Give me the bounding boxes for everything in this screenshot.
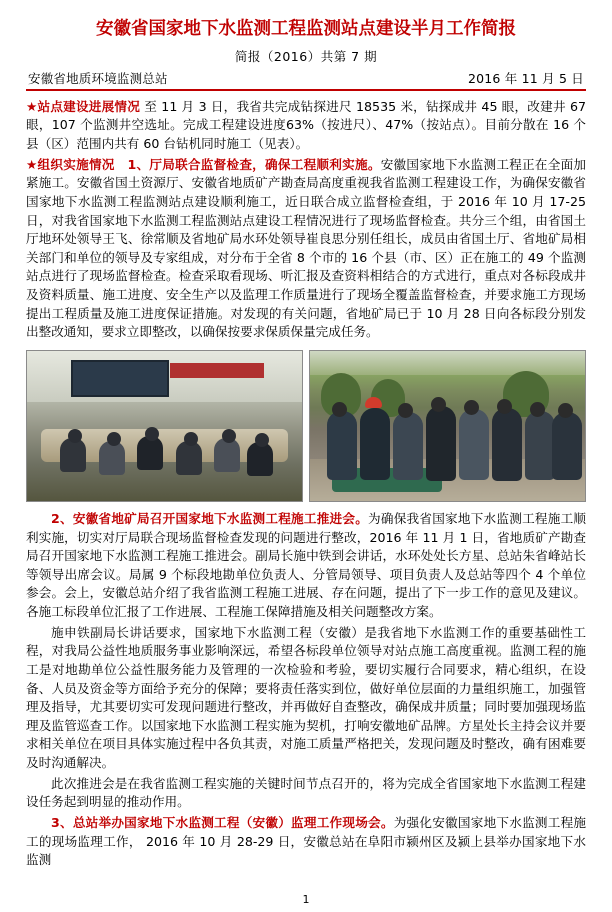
document-meta bbox=[26, 69, 586, 87]
section-organization-heading: 1、厅局联合监督检查，确保工程顺利实施。 bbox=[127, 156, 381, 172]
issue-number: 简报（2016）共第 7 期 bbox=[234, 48, 378, 64]
photo2-person-head bbox=[530, 402, 545, 417]
photo2-person bbox=[327, 411, 357, 480]
photo2-person bbox=[459, 409, 489, 480]
photo2-sky bbox=[310, 351, 585, 375]
photo2-person-head bbox=[332, 402, 347, 417]
photo2-person bbox=[393, 412, 423, 480]
page-number: 1 bbox=[302, 893, 310, 906]
photo1-person bbox=[137, 436, 163, 470]
photo1-person bbox=[99, 441, 125, 475]
photo2-person bbox=[492, 408, 522, 482]
section-progress-marker: ★站点建设进展情况 bbox=[26, 98, 141, 114]
photo1-person-head bbox=[184, 432, 198, 446]
field-inspection-photo bbox=[309, 350, 586, 502]
section-supervision-text: 为强化安徽国家地下水监测工程施工的现场监理工作， 2016 年 10 月 28-29 日，安徽总站在阜阳市颍州区及颍上县举办国家地下水监测 bbox=[26, 814, 587, 868]
photo1-person bbox=[176, 441, 202, 475]
photo2-safety-helmet bbox=[365, 397, 382, 408]
photo-row bbox=[26, 350, 586, 502]
photo2-person-head bbox=[497, 399, 512, 414]
photo1-person-head bbox=[107, 432, 121, 446]
section-supervision-meeting bbox=[26, 814, 586, 870]
section-promotion-text: 为确保我省国家地下水监测工程施工顺利实施，切实对厅局联合现场监督检查发现的问题进行整改，2016 年 11 月 1 日，省地质矿产勘查局召开国家地下水监测工程施工推进会。副局长施中铁到会讲话，水环处处长方星、总站朱省峰站长等领导出席会议。局属 9 个标段地勘单位负责人、分管局领导、项目负责人及总站等四个 4 个单位参会。会上，安徽总站介绍了我省监测工程施工进展、存在问题，提出了下一步工作的意见及建议。各施工标段单位汇报了工作进展、工程施工保障措施及相关问题整改方案。 bbox=[26, 510, 587, 619]
photo2-person bbox=[426, 406, 456, 481]
section-promotion-speech: 施申铁副局长讲话要求，国家地下水监测工程（安徽）是我省地下水监测工作的重要基础性工程，对我局公益性地质服务事业影响深远，希望各标段单位领导对站点施工高度重视。监测工程的施工是对地勘单位公益性服务能力及管理的一次检验和考验，要切实履行合同要求，精心组织，在设备、人员及资金等方面给予充分的保障；要将责任落实到位，做好单位层面的力量组织施工，加强管理及指导，尤其要切实可发现问题进行整改，并再做好自查整改，确保成井质量；同时要加强现场监理及监管巡查工作。以国家地下水监测工程实施为契机，打响安徽地矿品牌。方星处长主持会议并要求相关单位在项目具体实施过程中各负其责，对施工质量严格把关，发现问题及时整改，确有困难要及时沟通解决。 bbox=[26, 624, 586, 770]
photo1-projection-screen bbox=[71, 360, 169, 397]
photo1-person bbox=[60, 438, 86, 472]
photo1-person bbox=[214, 438, 240, 472]
photo2-person bbox=[525, 411, 555, 480]
section-progress bbox=[26, 98, 586, 154]
section-organization bbox=[26, 156, 586, 342]
meeting-room-photo bbox=[26, 350, 303, 502]
photo1-banner bbox=[170, 363, 264, 378]
section-promotion-summary: 此次推进会是在我省监测工程实施的关键时间节点召开的，将为完成全省国家地下水监测工程建设任务起到明显的推动作用。 bbox=[26, 775, 586, 810]
photo2-person bbox=[360, 408, 390, 480]
photo2-person-head bbox=[558, 403, 573, 418]
publisher-name: 安徽省地质环境监测总站 bbox=[28, 70, 168, 86]
section-promotion-heading: 2、安徽省地矿局召开国家地下水监测工程施工推进会。 bbox=[51, 510, 369, 526]
section-organization-marker: ★组织实施情况 bbox=[26, 156, 115, 172]
section-supervision-heading: 3、总站举办国家地下水监测工程（安徽）监理工作现场会。 bbox=[51, 814, 394, 830]
section-promotion-meeting bbox=[26, 510, 586, 622]
photo1-person bbox=[247, 442, 273, 476]
publish-date: 2016 年 11 月 5 日 bbox=[467, 70, 584, 86]
header-divider bbox=[26, 89, 586, 91]
section-organization-text: 安徽国家地下水监测工程正在全面加紧施工。安徽省国土资源厅、安徽省地质矿产勘查局高度重视我省监测工程建设工作，为确保安徽省国家地下水监测工程监测站点建设顺利施工，近日联合成立监督检查组，于 2016 年 10 月 17-25 日，对我省国家地下水监测工程监测站点建设工程情况进行了现场监督检查。共分三个组，由省国土厅地环处领导王飞、徐常顺及省地矿局水环处领导崔良思分别任组长，成员由省国土厅、省地矿局相关部门和单位的领导及专家组成，对分布于全省 8 个市的 16 个县（市、区）正在施工的 49 个监测站点进行了现场监督检查。检查采取看现场、听汇报及查资料相结合的方式进行，重点对各标段成井及资料质量、施工进度、安全生产以及监理工作质量进行了现场全覆盖监督检查，并要求施工方现场提出工程质量及施工进度保证措施。对发现的有关问题，省地矿局已于 10 月 28 日向各标段分别发出整改通知，要求立即整改，以确保按要求保质保量完成任务。 bbox=[26, 156, 587, 340]
section-progress-text: 至 11 月 3 日，我省共完成钻探进尺 18535 米，钻探成井 45 眼，改建井 67 眼，107 个监测井空选址。完成工程建设进度63%（按进尺）、47%（按站点）。目前分散在 16 个县（区）范围内共有 60 台钻机同时施工（见表）。 bbox=[26, 98, 587, 151]
photo2-person bbox=[552, 412, 582, 480]
page-title: 安徽省国家地下水监测工程监测站点建设半月工作简报 bbox=[96, 19, 516, 39]
